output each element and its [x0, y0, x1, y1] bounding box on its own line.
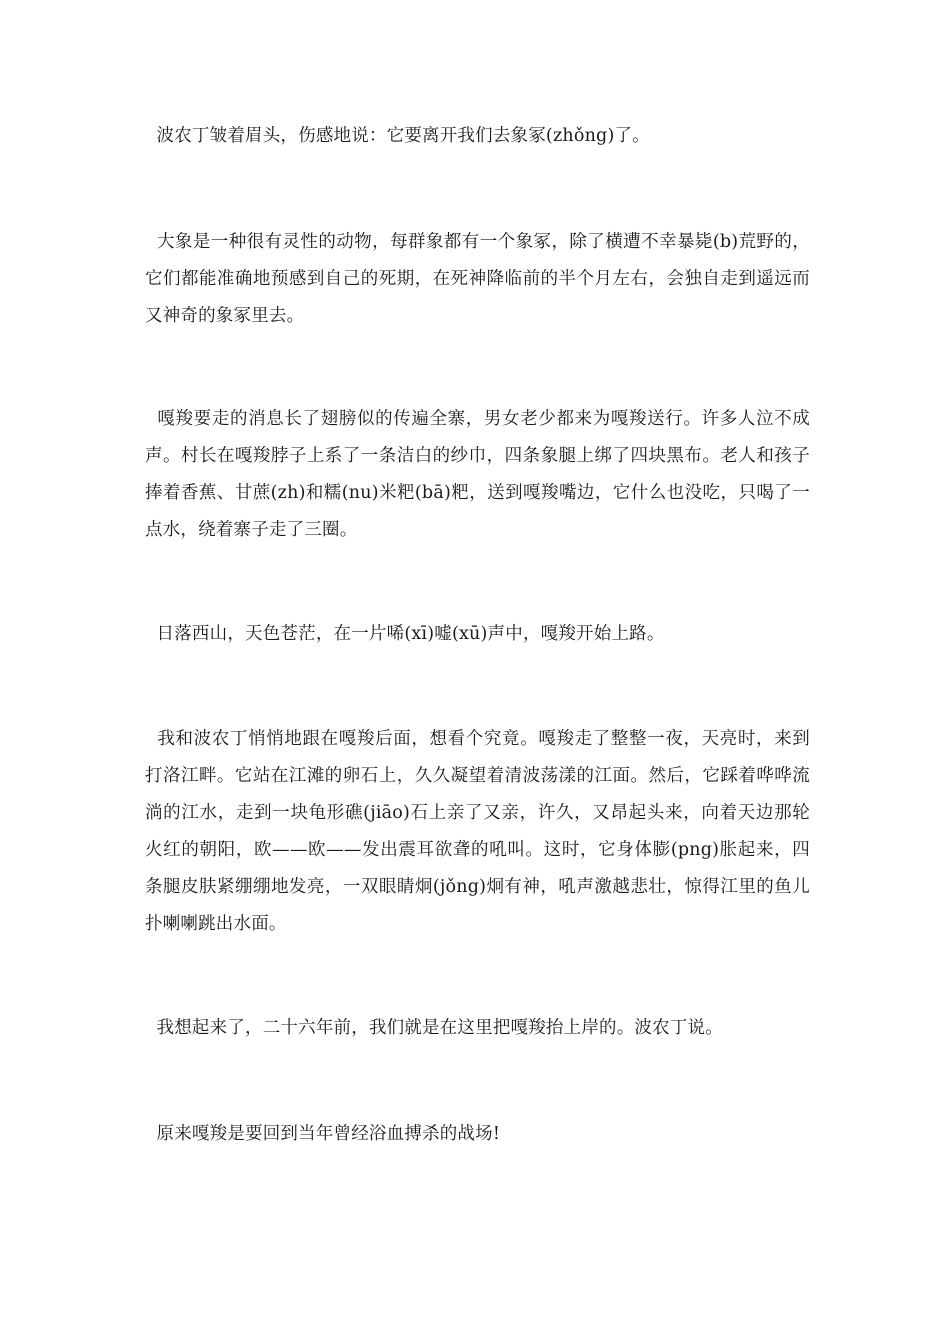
paragraph-7: 原来嘎羧是要回到当年曾经浴血搏杀的战场! [145, 1124, 501, 1144]
paragraph-2: 大象是一种很有灵性的动物，每群象都有一个象冢，除了横遭不幸暴毙(b)荒野的，它们都能准确地预感到自己的死期，在死神降临前的半个月左右，会独自走到遥远而又神奇的象冢里去。 [145, 232, 810, 326]
paragraph-1: 波农丁皱着眉头，伤感地说：它要离开我们去象冢(zhǒng)了。 [145, 126, 650, 146]
paragraph-4: 日落西山，天色苍茫，在一片唏(xī)嘘(xū)声中，嘎羧开始上路。 [145, 624, 665, 644]
paragraph-6: 我想起来了，二十六年前，我们就是在这里把嘎羧抬上岸的。波农丁说。 [145, 1018, 723, 1038]
paragraph-5: 我和波农丁悄悄地跟在嘎羧后面，想看个究竟。嘎羧走了整整一夜，天亮时，来到打洛江畔。它站在江滩的卵石上，久久凝望着清波荡漾的江面。然后，它踩着哗哗流淌的江水，走到一块龟形礁(jiāo)石上亲了又亲，许久，又昂起头来，向着天边那轮火红的朝阳，欧——欧——发出震耳欲聋的吼叫。这时，它身体膨(png)胀起来，四条腿皮肤紧绷绷地发亮，一双眼睛炯(jǒng)炯有神，吼声激越悲壮，惊得江里的鱼儿扑喇喇跳出水面。 [145, 729, 810, 934]
paragraph-3: 嘎羧要走的消息长了翅膀似的传遍全寨，男女老少都来为嘎羧送行。许多人泣不成声。村长在嘎羧脖子上系了一条洁白的纱巾，四条象腿上绑了四块黑布。老人和孩子捧着香蕉、甘蔗(zh)和糯(nu)米粑(bā)粑，送到嘎羧嘴边，它什么也没吃，只喝了一点水，绕着寨子走了三圈。 [145, 409, 810, 540]
